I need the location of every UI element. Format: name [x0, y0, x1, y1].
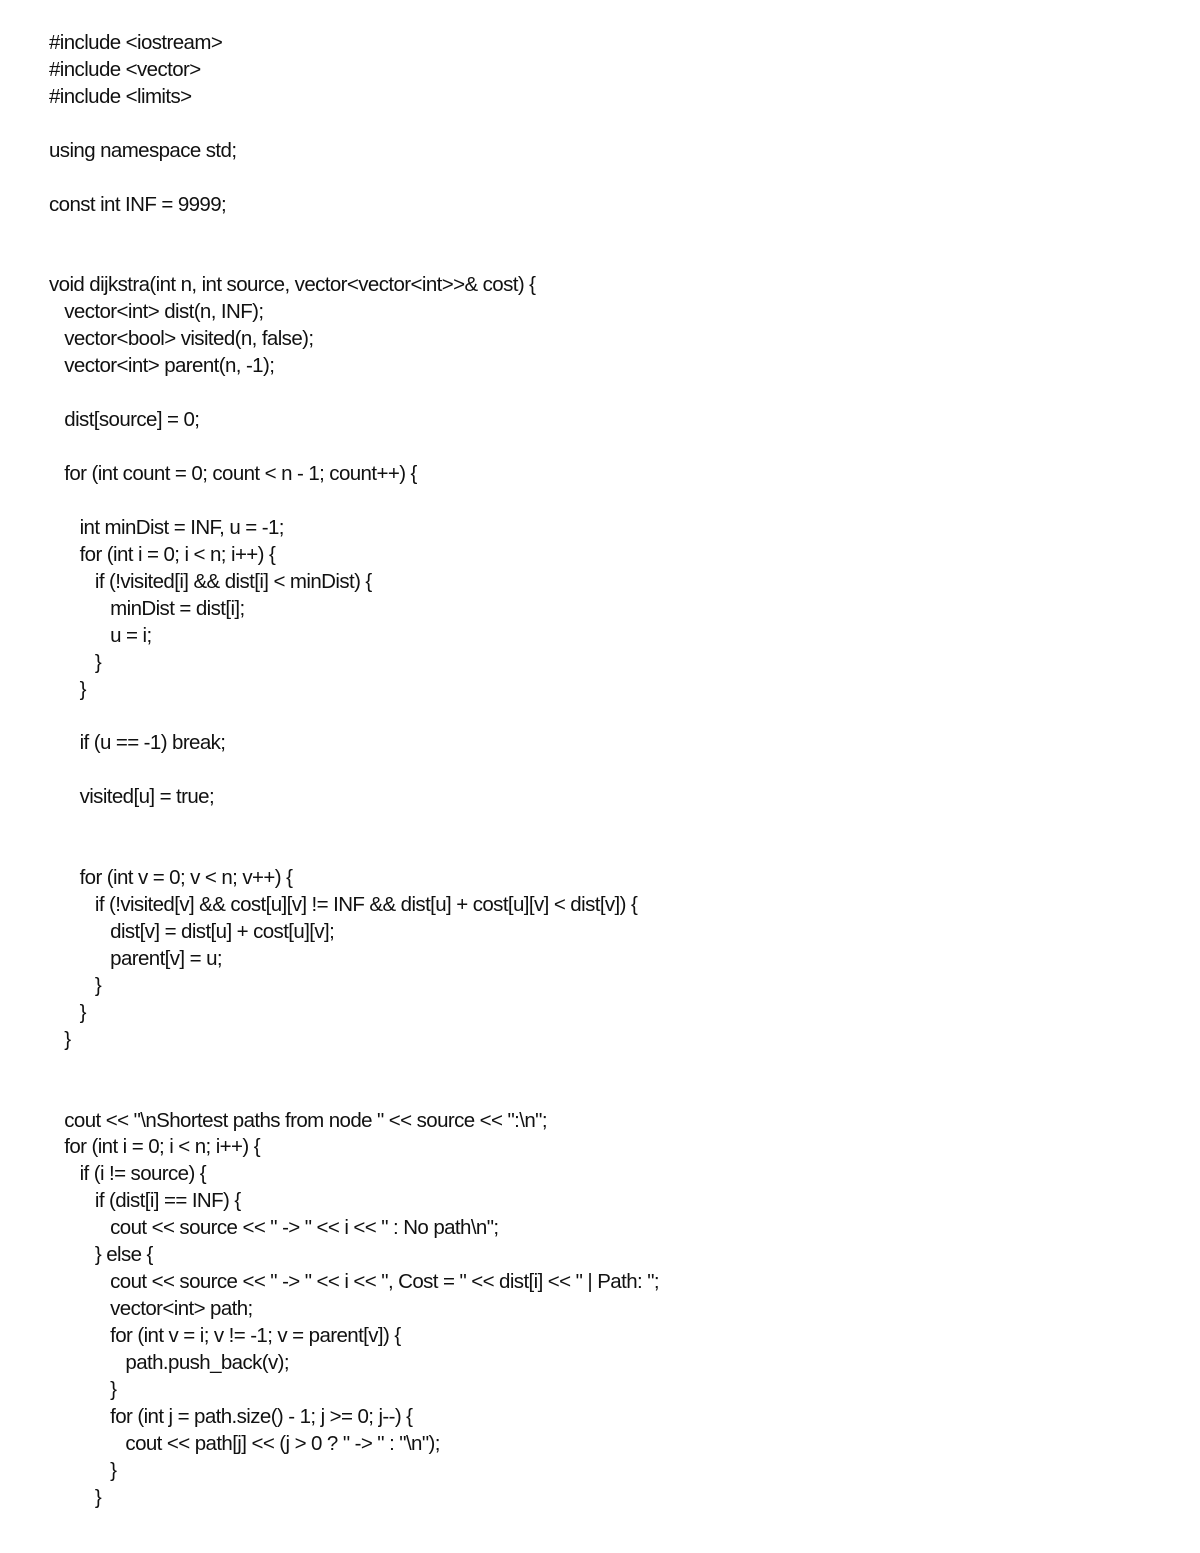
code-line: if (u == -1) break; — [49, 731, 226, 755]
code-line: const int INF = 9999; — [49, 192, 227, 216]
code-line — [49, 703, 659, 730]
code-line: visited[u] = true; — [49, 785, 215, 809]
code-line: for (int j = path.size() - 1; j >= 0; j--) { — [49, 1404, 413, 1428]
code-line: if (dist[i] == INF) { — [49, 1189, 241, 1213]
code-line: vector<int> path; — [49, 1297, 253, 1321]
code-line: } — [49, 650, 102, 674]
code-line: dist[v] = dist[u] + cost[u][v]; — [49, 919, 335, 943]
code-line: cout << source << " -> " << i << " : No path\n"; — [49, 1216, 499, 1240]
code-line — [49, 1054, 659, 1081]
code-line: for (int count = 0; count < n - 1; count++) { — [49, 462, 417, 485]
code-line: } — [49, 1485, 102, 1509]
code-line: u = i; — [49, 623, 152, 647]
code-line: for (int i = 0; i < n; i++) { — [49, 1135, 260, 1159]
code-line: vector<int> dist(n, INF); — [49, 300, 264, 324]
code-line: parent[v] = u; — [49, 946, 222, 970]
code-line: minDist = dist[i]; — [49, 596, 245, 620]
code-line: path.push_back(v); — [49, 1350, 289, 1374]
code-line: #include <limits> — [49, 84, 192, 108]
code-line: cout << "\nShortest paths from node " << source << ":\n"; — [49, 1108, 547, 1132]
code-line — [49, 246, 659, 273]
code-line: } — [49, 1027, 71, 1051]
code-line: if (!visited[i] && dist[i] < minDist) { — [49, 569, 372, 593]
code-line: if (!visited[v] && cost[u][v] != INF && dist[u] + cost[u][v] < dist[v]) { — [49, 893, 638, 916]
code-line: #include <iostream> — [49, 31, 223, 54]
code-line: void dijkstra(int n, int source, vector<vector<int>>& cost) { — [49, 273, 536, 297]
code-line: for (int v = i; v != -1; v = parent[v]) { — [49, 1324, 401, 1347]
code-line: cout << source << " -> " << i << ", Cost = " << dist[i] << " | Path: "; — [49, 1270, 659, 1294]
code-line: } — [49, 1000, 86, 1024]
code-line — [49, 488, 659, 515]
code-line: #include <vector> — [49, 57, 201, 81]
code-line: for (int v = 0; v < n; v++) { — [49, 866, 293, 890]
code-listing — [49, 30, 659, 1512]
code-line: } — [49, 1377, 117, 1401]
code-line: vector<bool> visited(n, false); — [49, 327, 314, 351]
code-line — [49, 111, 659, 138]
code-line: dist[source] = 0; — [49, 408, 200, 432]
code-line: if (i != source) { — [49, 1162, 207, 1186]
code-line — [49, 165, 659, 192]
code-line — [49, 219, 659, 246]
code-line: } — [49, 973, 102, 997]
code-line — [49, 757, 659, 784]
code-line — [49, 1081, 659, 1108]
code-line — [49, 811, 659, 838]
code-line: } — [49, 1458, 117, 1482]
code-line: cout << path[j] << (j > 0 ? " -> " : "\n"); — [49, 1431, 440, 1455]
code-line — [49, 380, 659, 407]
code-line: } — [49, 677, 86, 701]
code-line — [49, 434, 659, 461]
code-line — [49, 838, 659, 865]
code-line: int minDist = INF, u = -1; — [49, 515, 284, 539]
code-line: using namespace std; — [49, 138, 237, 162]
code-line: for (int i = 0; i < n; i++) { — [49, 542, 276, 566]
code-line: vector<int> parent(n, -1); — [49, 354, 275, 378]
code-line: } else { — [49, 1243, 153, 1267]
